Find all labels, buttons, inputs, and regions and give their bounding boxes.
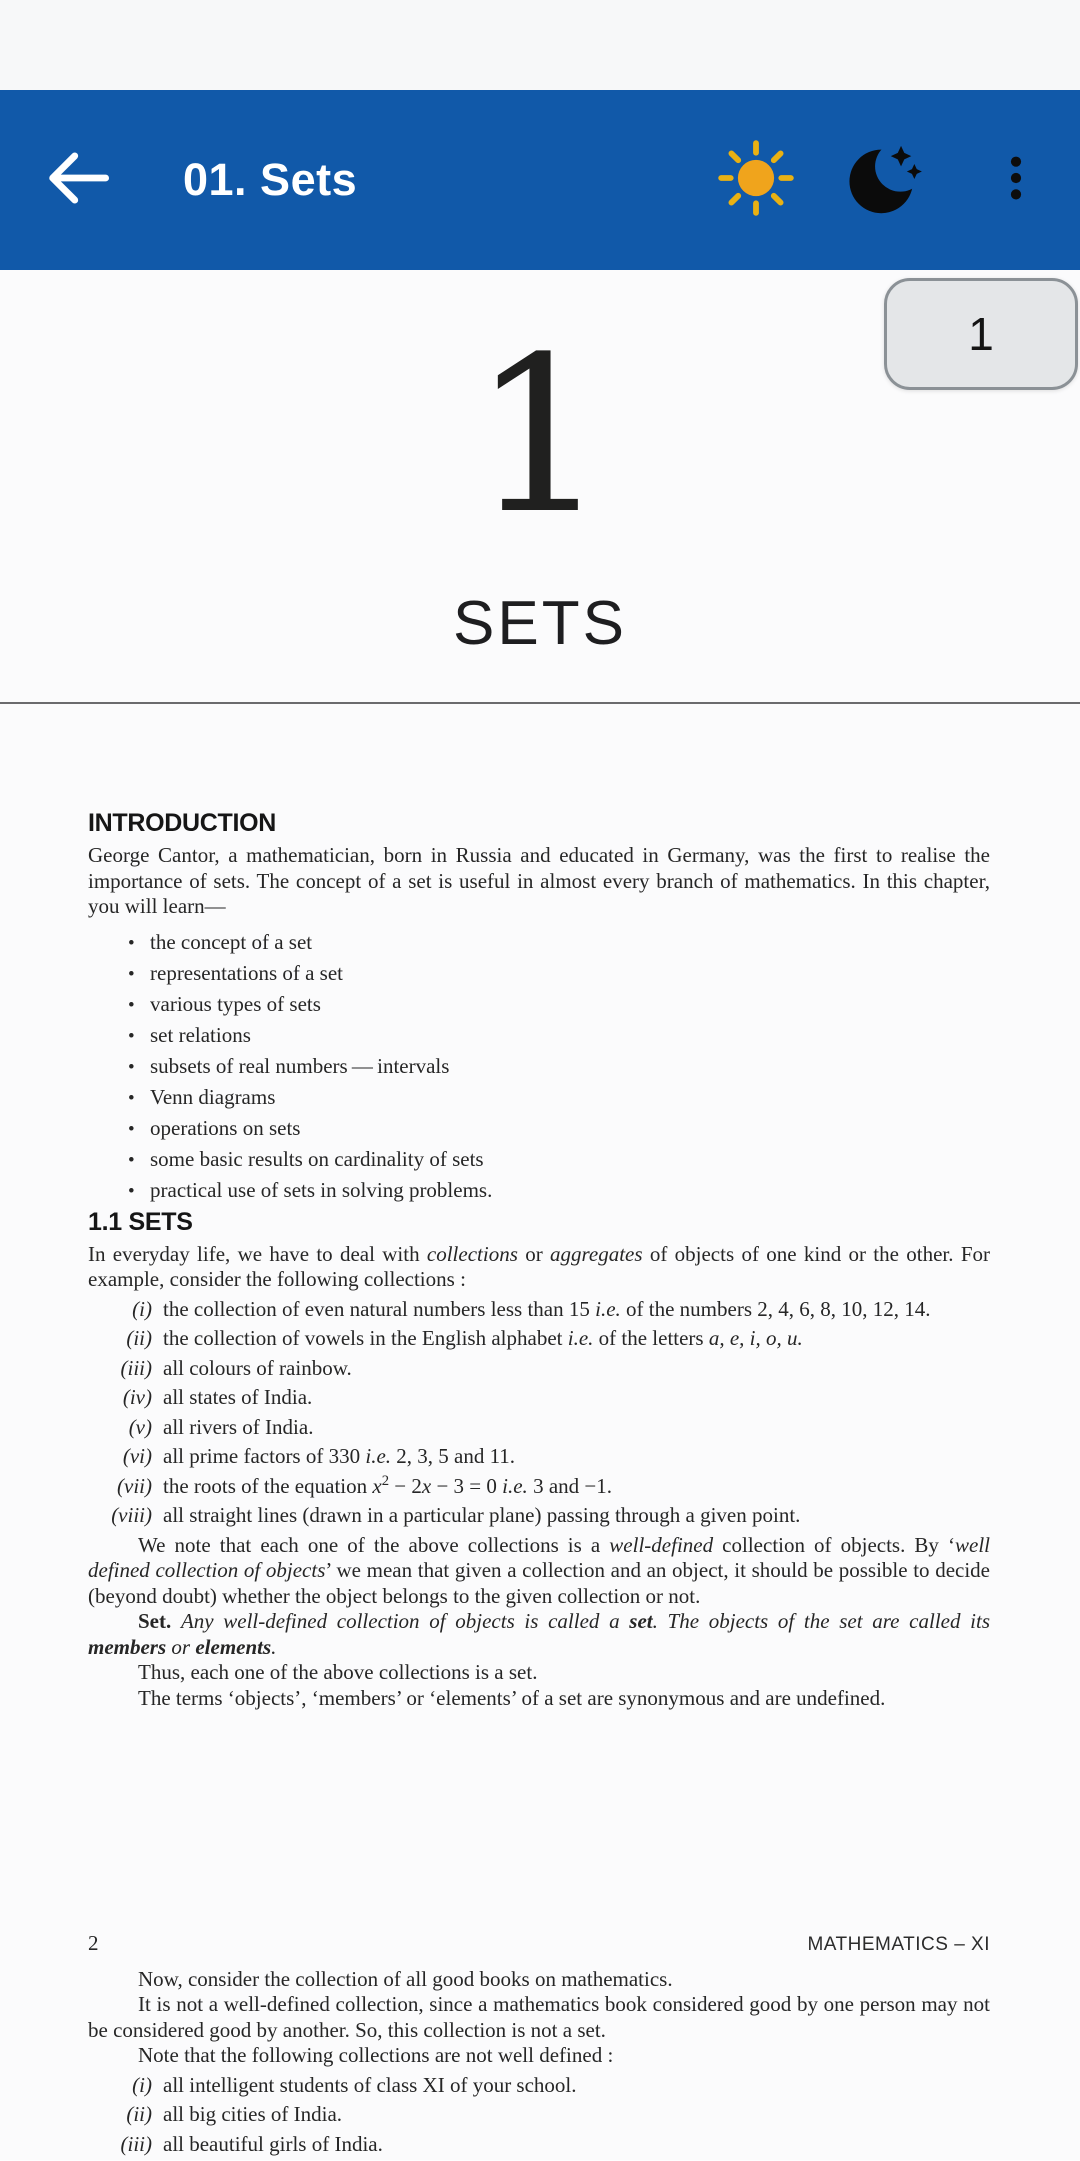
paragraph: Note that the following collections are not well defined : [138, 2043, 614, 2067]
page-indicator-value: 1 [968, 308, 994, 360]
paragraph: It is not a well-defined collection, since a mathematics book considered good by one person may not be considered good by another. So, this collection is not a set. [88, 1992, 990, 2042]
sun-icon [715, 137, 797, 224]
list-item: • operations on sets [128, 1116, 990, 1142]
list-item: • practical use of sets in solving problems. [128, 1178, 990, 1204]
light-mode-button[interactable] [714, 138, 798, 222]
overflow-menu-button[interactable] [974, 138, 1058, 222]
list-item: (i) all intelligent students of class XI of your school. [132, 2072, 577, 2097]
not-well-defined-list [88, 2073, 990, 2158]
list-item: • representations of a set [128, 961, 990, 987]
list-item: (i) the collection of even natural numbers less than 15 i.e. of the numbers 2, 4, 6, 8, 10, 12, 14. [132, 1296, 931, 1321]
arrow-left-icon [39, 139, 117, 222]
list-item: (vi) all prime factors of 330 i.e. 2, 3, 5 and 11. [122, 1444, 516, 1468]
app-bar-actions [714, 90, 1058, 270]
examples-list [88, 1297, 990, 1529]
app-bar [0, 90, 1080, 270]
list-item: • Venn diagrams [128, 1085, 990, 1111]
status-bar [0, 0, 1080, 90]
list-item: (iii) all beautiful girls of India. [120, 2131, 383, 2156]
vertical-ellipsis-icon [981, 143, 1051, 218]
list-item: (v) all rivers of India. [128, 1414, 314, 1439]
paragraph: George Cantor, a mathematician, born in Russia and educated in Germany, was the first to realise the importance of sets. The concept of a set is useful in almost every branch of mathematics. In this chapter, you will learn— [88, 843, 990, 918]
paragraph: Now, consider the collection of all good books on mathematics. [138, 1966, 673, 1991]
list-item: (ii) all big cities of India. [126, 2102, 343, 2126]
list-item: • some basic results on cardinality of sets [128, 1147, 990, 1173]
list-item: (vii) the roots of the equation $x^2 - 2x - 3 = 0$ i.e. 3 and −1. [117, 1472, 612, 1498]
back-button[interactable] [38, 140, 118, 220]
paragraph: We note that each one of the above collections is a well-defined collection of objects. By ‘well defined collection of objects’ we mean that given a collection and an object, it should be possible to decide (beyond doubt) whether the object belongs to the given collection or not. [88, 1532, 991, 1608]
running-head: MATHEMATICS – XI [807, 1934, 990, 1955]
learn-bullet-list [128, 930, 990, 1204]
list-item: (viii) all straight lines (drawn in a particular plane) passing through a given point. [111, 1503, 801, 1527]
chapter-title: SETS [453, 589, 627, 658]
list-item: (iii) all colours of rainbow. [120, 1355, 352, 1380]
chapter-number: 1 [471, 310, 609, 561]
intro-heading: INTRODUCTION [88, 809, 277, 837]
divider [0, 702, 1080, 704]
set-definition: Set. Any well-defined collection of objects is called a set. The objects of the set are called its members or elements. [88, 1609, 991, 1659]
paragraph: The terms ‘objects’, ‘members’ or ‘elements’ of a set are synonymous and are undefined. [138, 1685, 886, 1710]
moon-icon [845, 137, 927, 224]
paragraph: Thus, each one of the above collections is a set. [138, 1660, 538, 1684]
section-heading: 1.1 SETS [88, 1207, 193, 1236]
page-number: 2 [88, 1931, 99, 1955]
list-item: • various types of sets [128, 992, 990, 1018]
page-break [88, 1711, 990, 1931]
pdf-page-content [88, 810, 990, 2161]
list-item: • subsets of real numbers — intervals [128, 1054, 990, 1080]
paragraph: In everyday life, we have to deal with collections or aggregates of objects of one kind or the other. For example, consider the following collections : [88, 1241, 990, 1291]
page2-header [88, 1931, 990, 1958]
list-item: • the concept of a set [128, 930, 990, 956]
list-item: • set relations [128, 1023, 990, 1049]
list-item: (ii) the collection of vowels in the English alphabet i.e. of the letters a, e, i, o, u. [126, 1326, 803, 1350]
app-bar-title: 01. Sets [183, 154, 358, 205]
dark-mode-button[interactable] [844, 138, 928, 222]
list-item: (iv) all states of India. [122, 1385, 313, 1409]
